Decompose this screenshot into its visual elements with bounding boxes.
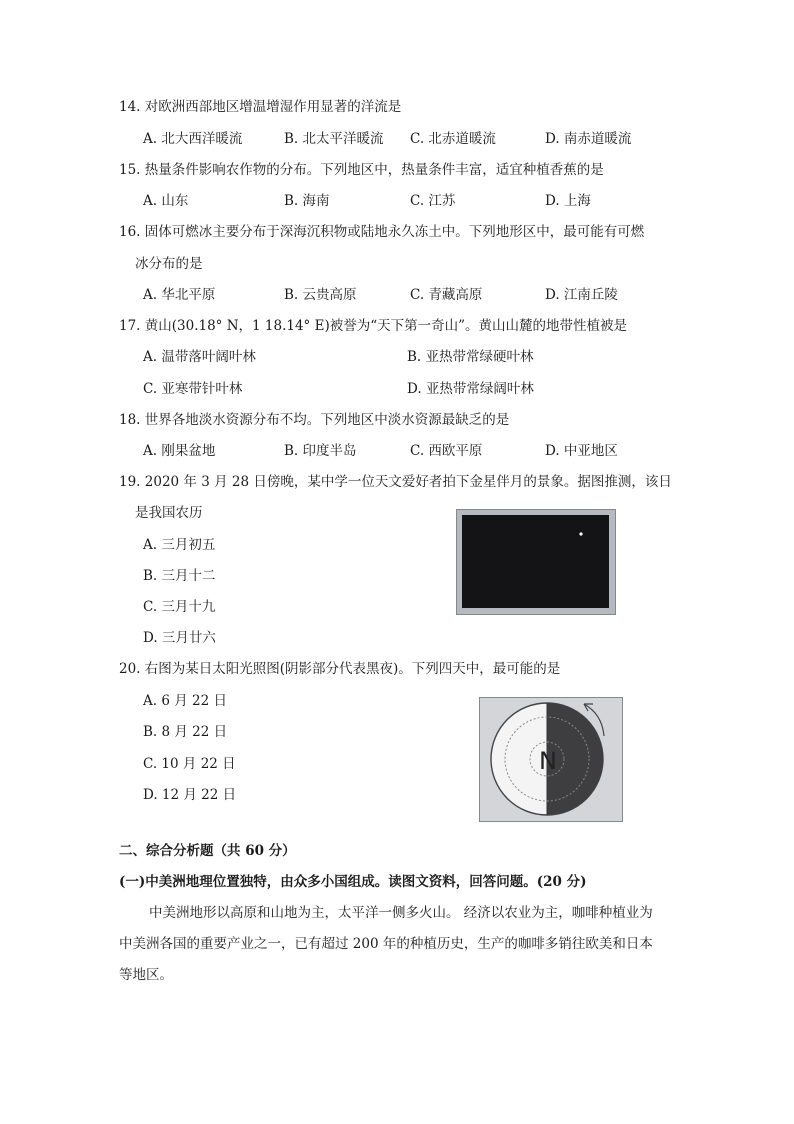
q20-option-a: A. 6 月 22 日 — [143, 693, 227, 709]
q20-option-d: D. 12 月 22 日 — [143, 787, 237, 803]
q15-option-c: C. 江苏 — [410, 193, 456, 209]
q20-option-b: B. 8 月 22 日 — [143, 724, 228, 740]
night-sky-image — [457, 510, 615, 614]
q20-option-c: C. 10 月 22 日 — [143, 756, 236, 772]
q18-option-d: D. 中亚地区 — [545, 443, 618, 459]
question-18-stem: 18. 世界各地淡水资源分布不均。下列地区中淡水资源最缺乏的是 — [119, 412, 510, 428]
q14-option-b: B. 北太平洋暖流 — [284, 131, 384, 147]
q19-option-d: D. 三月廿六 — [143, 630, 216, 646]
question-14-stem: 14. 对欧洲西部地区增温增湿作用显著的洋流是 — [119, 99, 402, 115]
q19-option-c: C. 三月十九 — [143, 599, 216, 615]
q17-option-c: C. 亚寒带针叶林 — [143, 381, 243, 397]
section-2-paragraph-line-3: 等地区。 — [119, 967, 173, 983]
q16-option-a: A. 华北平原 — [143, 287, 216, 303]
question-15-stem: 15. 热量条件影响农作物的分布。下列地区中，热量条件丰富，适宜种植香蕉的是 — [119, 162, 604, 178]
q16-option-c: C. 青藏高原 — [410, 287, 483, 303]
q16-option-b: B. 云贵高原 — [284, 287, 357, 303]
section-2-paragraph-line-1: 中美洲地形以高原和山地为主，太平洋一侧多火山。 经济以农业为主，咖啡种植业为 — [149, 905, 653, 921]
section-2-subheading: (一)中美洲地理位置独特，由众多小国组成。读图文资料，回答问题。(20 分) — [119, 874, 587, 890]
q14-option-d: D. 南赤道暖流 — [545, 131, 632, 147]
sunlight-illumination-diagram — [479, 697, 623, 822]
venus-moon-photo — [456, 509, 616, 615]
section-2-heading: 二、综合分析题（共 60 分） — [119, 843, 296, 859]
question-17-stem: 17. 黄山(30.18° N，1 18.14° E)被誉为“天下第一奇山”。黄山山麓的地带性植被是 — [119, 318, 628, 334]
q19-option-b: B. 三月十二 — [143, 568, 216, 584]
question-19-stem-cont: 是我国农历 — [135, 505, 203, 521]
q18-option-a: A. 刚果盆地 — [143, 443, 216, 459]
venus-dot — [579, 532, 582, 535]
question-20-stem: 20. 右图为某日太阳光照图(阴影部分代表黑夜)。下列四天中，最可能的是 — [119, 661, 561, 677]
question-16-stem-cont: 冰分布的是 — [135, 256, 203, 272]
night-sky — [462, 515, 609, 608]
section-2-paragraph-line-2: 中美洲各国的重要产业之一，已有超过 200 年的种植历史，生产的咖啡多销往欧美和日本 — [119, 936, 653, 952]
q18-option-c: C. 西欧平原 — [410, 443, 483, 459]
q16-option-d: D. 江南丘陵 — [545, 287, 618, 303]
q17-option-d: D. 亚热带常绿阔叶林 — [407, 381, 534, 397]
q14-option-c: C. 北赤道暖流 — [410, 131, 496, 147]
north-pole-label: N — [539, 747, 557, 775]
question-19-stem: 19. 2020 年 3 月 28 日傍晚，某中学一位天文爱好者拍下金星伴月的景象。据图推测，该日 — [119, 474, 672, 490]
q17-option-b: B. 亚热带常绿硬叶林 — [407, 349, 534, 365]
question-16-stem: 16. 固体可燃冰主要分布于深海沉积物或陆地永久冻土中。下列地形区中，最可能有可燃 — [119, 224, 645, 240]
q15-option-a: A. 山东 — [143, 193, 189, 209]
q19-option-a: A. 三月初五 — [143, 537, 216, 553]
q17-option-a: A. 温带落叶阔叶林 — [143, 349, 256, 365]
q15-option-b: B. 海南 — [284, 193, 330, 209]
illumination-svg — [480, 698, 622, 821]
q15-option-d: D. 上海 — [545, 193, 591, 209]
q14-option-a: A. 北大西洋暖流 — [143, 131, 243, 147]
q18-option-b: B. 印度半岛 — [284, 443, 357, 459]
